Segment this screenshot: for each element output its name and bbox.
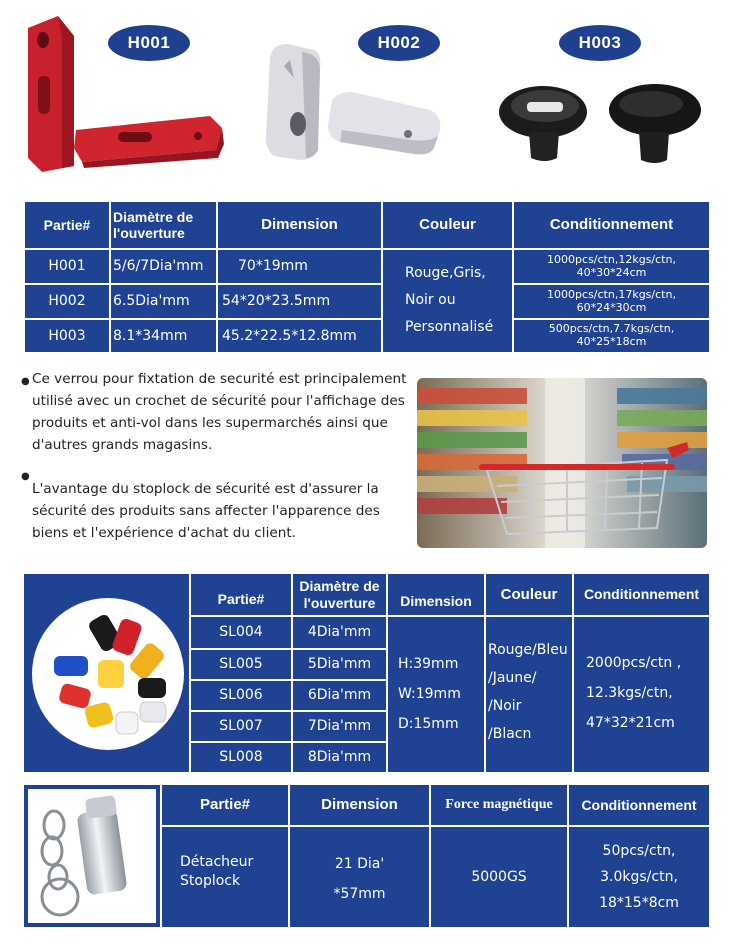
- header-conditionnement: Conditionnement: [549, 216, 674, 234]
- couleur-line: /Jaune/: [488, 670, 537, 686]
- cell-conditionnement: 1000pcs/ctn,17kgs/ctn, 60*24*30cm: [547, 287, 676, 314]
- cell-diametre: 4Dia'mm: [307, 624, 372, 641]
- conditionnement-line: 50pcs/ctn,: [602, 843, 676, 859]
- header-dimension: Dimension: [261, 216, 338, 234]
- cell-partie: [180, 853, 253, 891]
- cell-force: 5000GS: [471, 868, 527, 885]
- spec-table-detacher: [24, 785, 709, 927]
- header-diametre: Diamètre de l'ouverture: [113, 208, 194, 241]
- cell-diametre: 5/6/7Dia'mm: [113, 258, 204, 275]
- cell-partie: SL008: [219, 749, 263, 766]
- cell-partie: H003: [48, 327, 86, 344]
- cell-conditionnement: 1000pcs/ctn,12kgs/ctn, 40*30*24cm: [547, 252, 676, 279]
- dimension-line: H:39mm: [398, 656, 459, 672]
- dimension-line: D:15mm: [398, 716, 459, 732]
- conditionnement-line: 2000pcs/ctn ,: [586, 655, 682, 671]
- header-force: Force magnétique: [445, 796, 553, 812]
- cell-dimension: 54*20*23.5mm: [222, 293, 331, 310]
- conditionnement-line: 18*15*8cm: [599, 895, 679, 911]
- header-diametre: Diamètre de l'ouverture: [299, 578, 380, 611]
- partie-line: Stoplock: [180, 873, 241, 889]
- cell-conditionnement-merged: [586, 648, 681, 738]
- header-partie: Partie#: [199, 796, 251, 814]
- header-conditionnement: Conditionnement: [583, 586, 700, 603]
- header-partie: Partie#: [217, 591, 265, 608]
- conditionnement-line: 12.3kgs/ctn,: [586, 685, 673, 701]
- cell-diametre: 8.1*34mm: [113, 327, 188, 344]
- bullet-icon: ●: [21, 471, 30, 482]
- spec-table-sl-series: [24, 574, 709, 772]
- couleur-line: /Noir: [488, 698, 522, 714]
- cell-diametre: 5Dia'mm: [307, 656, 372, 673]
- code-badge-h001: H001: [108, 25, 190, 61]
- conditionnement-line: 3.0kgs/ctn,: [600, 869, 678, 885]
- cell-partie: H001: [48, 258, 86, 275]
- colored-stoplocks-image: [24, 574, 189, 772]
- cell-dimension: 70*19mm: [238, 258, 308, 275]
- header-couleur: Couleur: [419, 216, 476, 234]
- header-couleur: Couleur: [500, 585, 558, 603]
- couleur-line: Rouge/Bleu: [488, 642, 568, 658]
- couleur-line: Rouge,Gris,: [405, 265, 486, 281]
- partie-line: Détacheur: [180, 854, 254, 870]
- description-paragraph-2: L'avantage du stoplock de sécurité est d'assurer la sécurité des produits sans affecter l'apparence des biens et l'expérience d'achat du client.: [32, 481, 380, 541]
- cell-partie: SL007: [219, 718, 263, 735]
- header-dimension: Dimension: [400, 593, 472, 610]
- cell-partie: H002: [48, 293, 86, 310]
- spec-table-h-series: [25, 202, 709, 352]
- cell-conditionnement: [569, 838, 709, 916]
- bullet-icon: ●: [21, 376, 30, 387]
- cell-dimension: 45.2*22.5*12.8mm: [222, 327, 357, 344]
- description-paragraph-1: Ce verrou pour fixtation de securité est principalement utilisé avec un crochet de sécurité pour l'affichage des produits et anti-vol dans les supermarchés ainsi que d'autres grands magasins.: [32, 371, 407, 453]
- cell-dimension-merged: [398, 649, 461, 739]
- cell-diametre: 8Dia'mm: [307, 749, 372, 766]
- header-conditionnement: Conditionnement: [581, 796, 697, 813]
- couleur-line: Personnalisé: [405, 319, 494, 335]
- header-dimension: Dimension: [321, 796, 398, 814]
- dimension-line: 21 Dia': [334, 856, 385, 872]
- cell-diametre: 7Dia'mm: [307, 718, 372, 735]
- dimension-line: *57mm: [333, 886, 386, 902]
- magnetic-detacher-image: [24, 785, 160, 927]
- cell-dimension: [290, 849, 429, 909]
- dimension-line: W:19mm: [398, 686, 461, 702]
- grey-stoplock-image: [262, 38, 452, 168]
- black-stoplock-image: [495, 76, 715, 168]
- cell-conditionnement: 500pcs/ctn,7.7kgs/ctn, 40*25*18cm: [548, 322, 675, 348]
- couleur-line: Noir ou: [405, 292, 456, 308]
- cell-couleur-merged: [488, 636, 568, 748]
- couleur-line: /Blacn: [488, 726, 532, 742]
- supermarket-cart-image: [417, 378, 707, 548]
- cell-diametre: 6.5Dia'mm: [113, 293, 190, 310]
- cell-partie: SL005: [219, 656, 263, 673]
- cell-partie: SL006: [219, 687, 263, 704]
- header-partie: Partie#: [43, 216, 91, 233]
- conditionnement-line: 47*32*21cm: [586, 715, 675, 731]
- cell-partie: SL004: [219, 624, 263, 641]
- code-badge-h003: H003: [559, 25, 641, 61]
- code-badge-h002: H002: [358, 25, 440, 61]
- cell-couleur-merged: [405, 260, 515, 341]
- cell-diametre: 6Dia'mm: [307, 687, 372, 704]
